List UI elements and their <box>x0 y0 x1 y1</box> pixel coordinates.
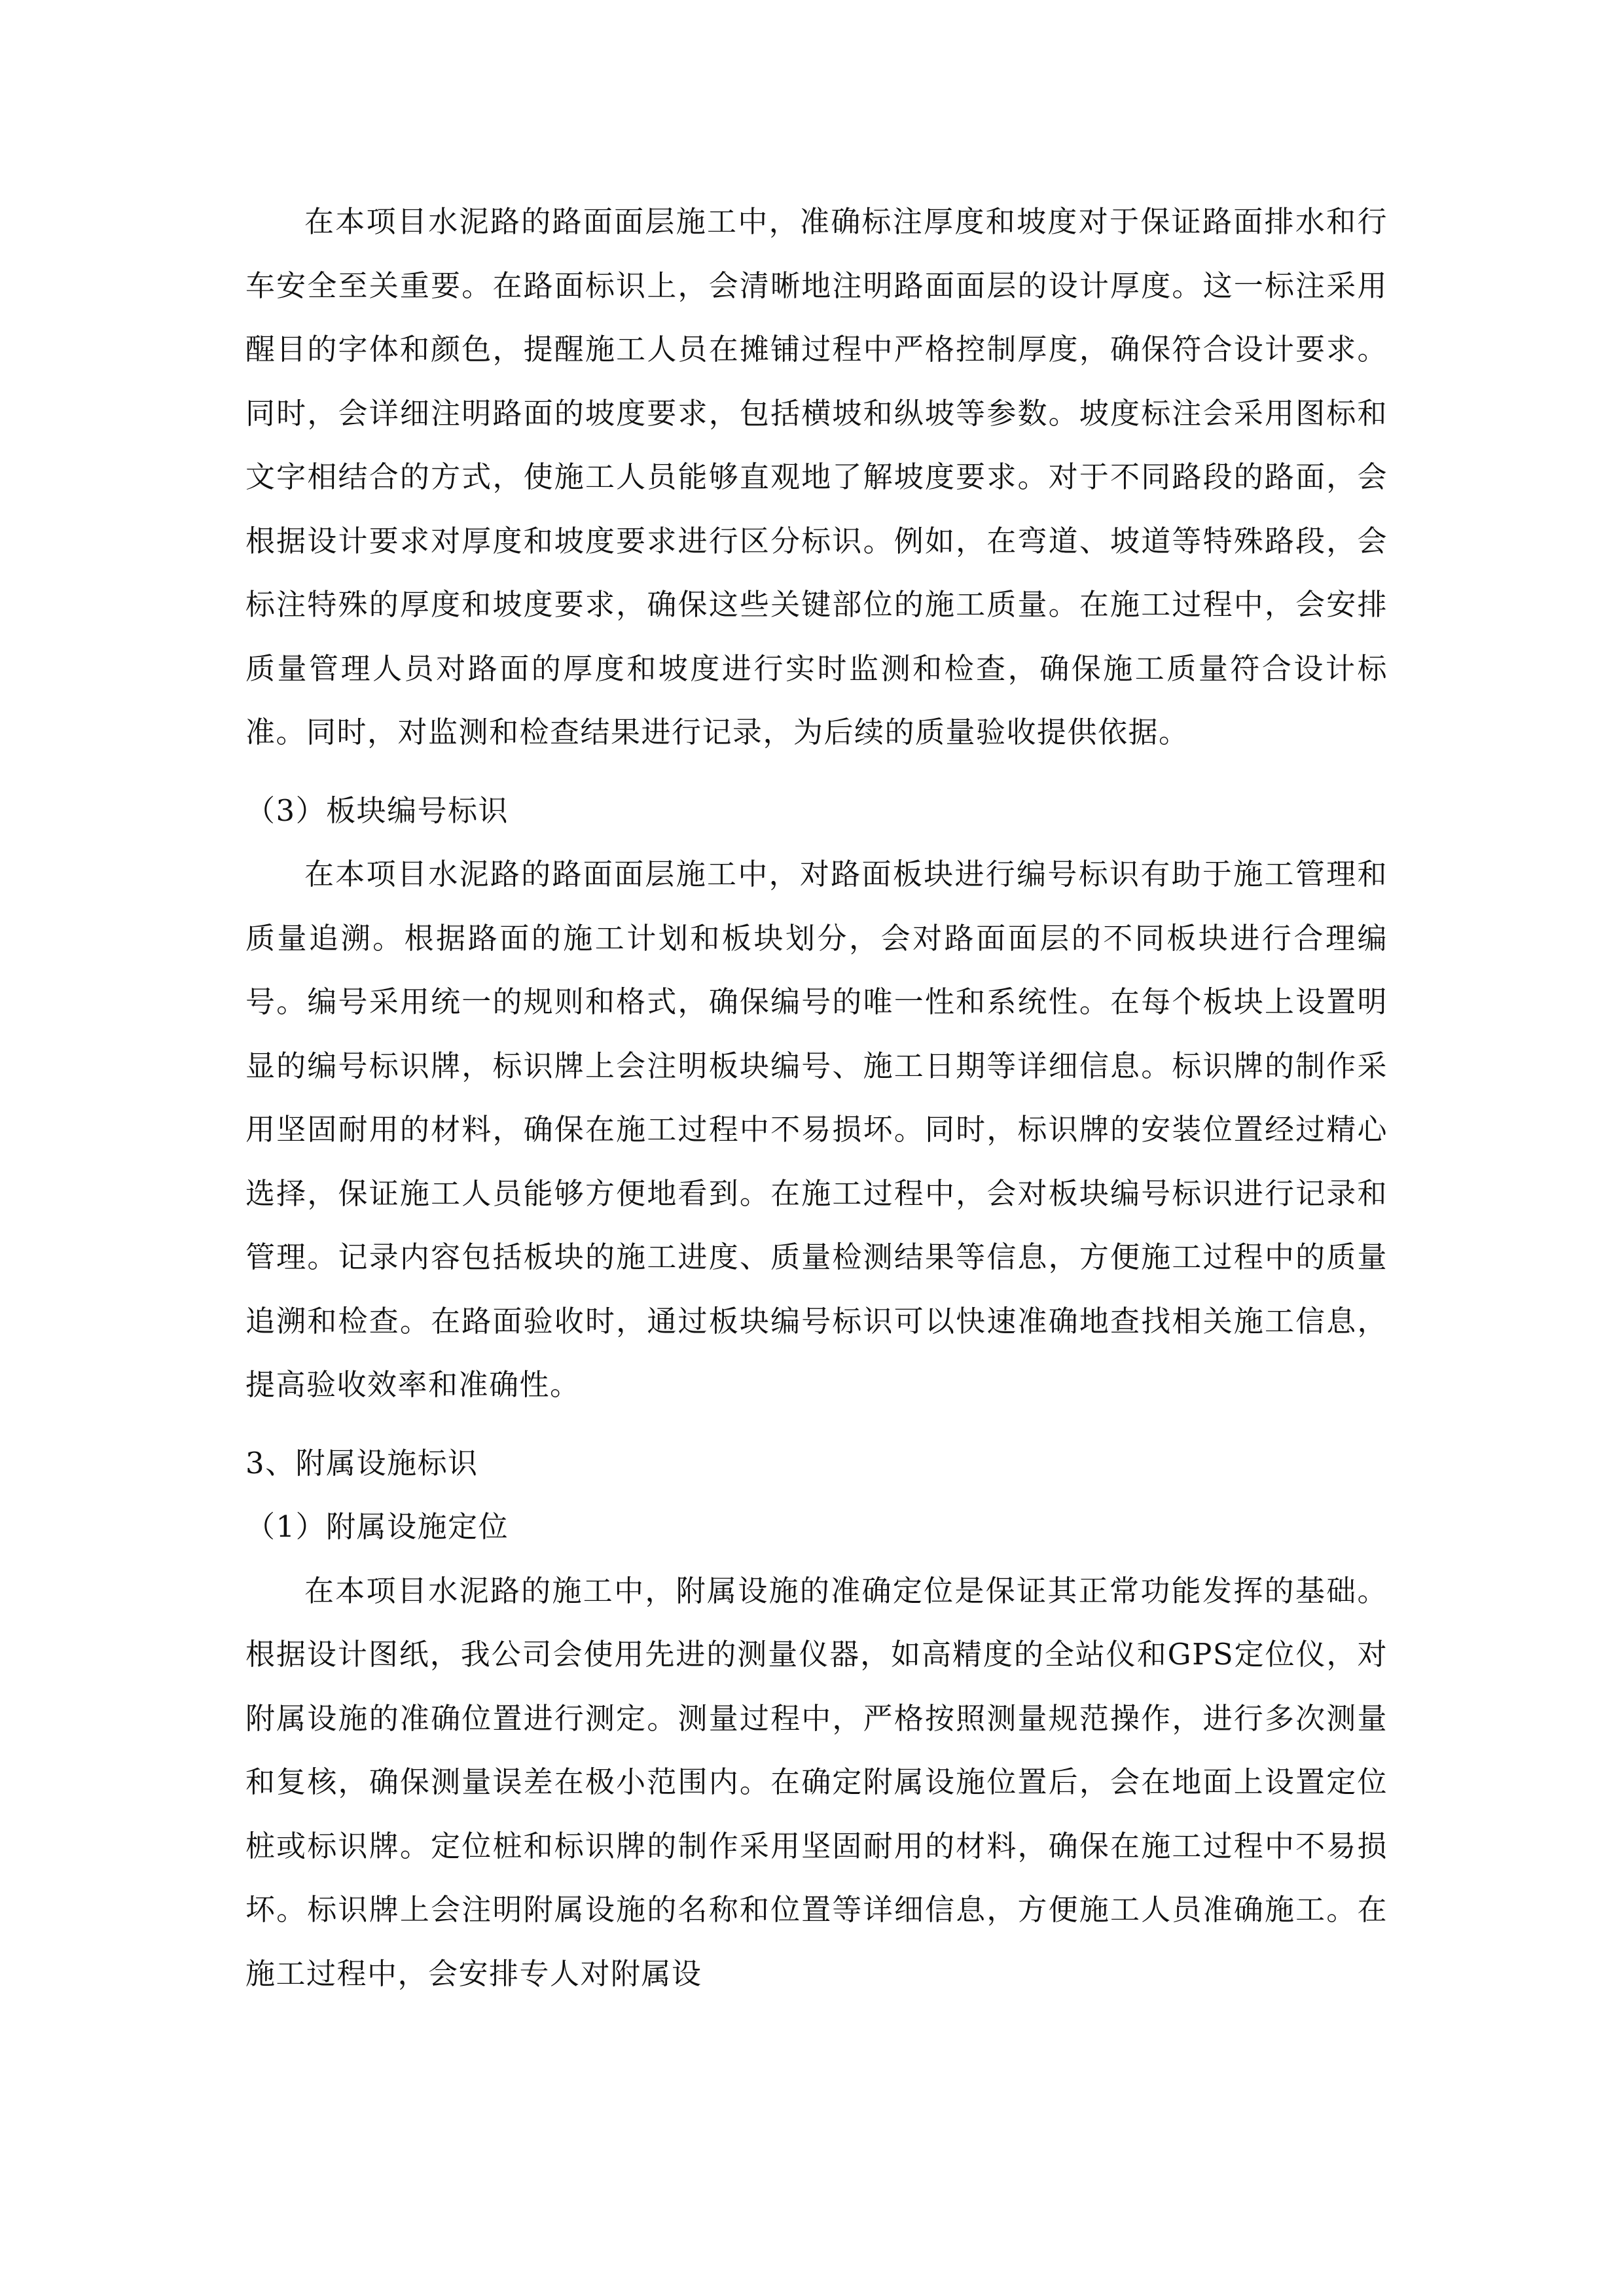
paragraph-thickness-slope: 在本项目水泥路的路面面层施工中，准确标注厚度和坡度对于保证路面排水和行车安全至关重要。在路面标识上，会清晰地注明路面面层的设计厚度。这一标注采用醒目的字体和颜色，提醒施工人员在摊铺过程中严格控制厚度，确保符合设计要求。同时，会详细注明路面的坡度要求，包括横坡和纵坡等参数。坡度标注会采用图标和文字相结合的方式，使施工人员能够直观地了解坡度要求。对于不同路段的路面，会根据设计要求对厚度和坡度要求进行区分标识。例如，在弯道、坡道等特殊路段，会标注特殊的厚度和坡度要求，确保这些关键部位的施工质量。在施工过程中，会安排质量管理人员对路面的厚度和坡度进行实时监测和检查，确保施工质量符合设计标准。同时，对监测和检查结果进行记录，为后续的质量验收提供依据。 <box>245 204 1388 749</box>
paragraph-facility-positioning: 在本项目水泥路的施工中，附属设施的准确定位是保证其正常功能发挥的基础。根据设计图纸，我公司会使用先进的测量仪器，如高精度的全站仪和GPS定位仪，对附属设施的准确位置进行测定。测量过程中，严格按照测量规范操作，进行多次测量和复核，确保测量误差在极小范围内。在确定附属设施位置后，会在地面上设置定位桩或标识牌。定位桩和标识牌的制作采用坚固耐用的材料，确保在施工过程中不易损坏。标识牌上会注明附属设施的名称和位置等详细信息，方便施工人员准确施工。在施工过程中，会安排专人对附属设 <box>245 1573 1388 1991</box>
subheading-block-numbering: （3）板块编号标识 <box>245 793 509 828</box>
subheading-facility-positioning: （1）附属设施定位 <box>245 1509 509 1544</box>
paragraph-block-numbering: 在本项目水泥路的路面面层施工中，对路面板块进行编号标识有助于施工管理和质量追溯。根据路面的施工计划和板块划分，会对路面面层的不同板块进行合理编号。编号采用统一的规则和格式，确保编号的唯一性和系统性。在每个板块上设置明显的编号标识牌，标识牌上会注明板块编号、施工日期等详细信息。标识牌的制作采用坚固耐用的材料，确保在施工过程中不易损坏。同时，标识牌的安装位置经过精心选择，保证施工人员能够方便地看到。在施工过程中，会对板块编号标识进行记录和管理。记录内容包括板块的施工进度、质量检测结果等信息，方便施工过程中的质量追溯和检查。在路面验收时，通过板块编号标识可以快速准确地查找相关施工信息，提高验收效率和准确性。 <box>245 857 1388 1402</box>
document-body <box>245 190 1388 2005</box>
section-heading-ancillary-facilities: 3、附属设施标识 <box>245 1445 478 1480</box>
